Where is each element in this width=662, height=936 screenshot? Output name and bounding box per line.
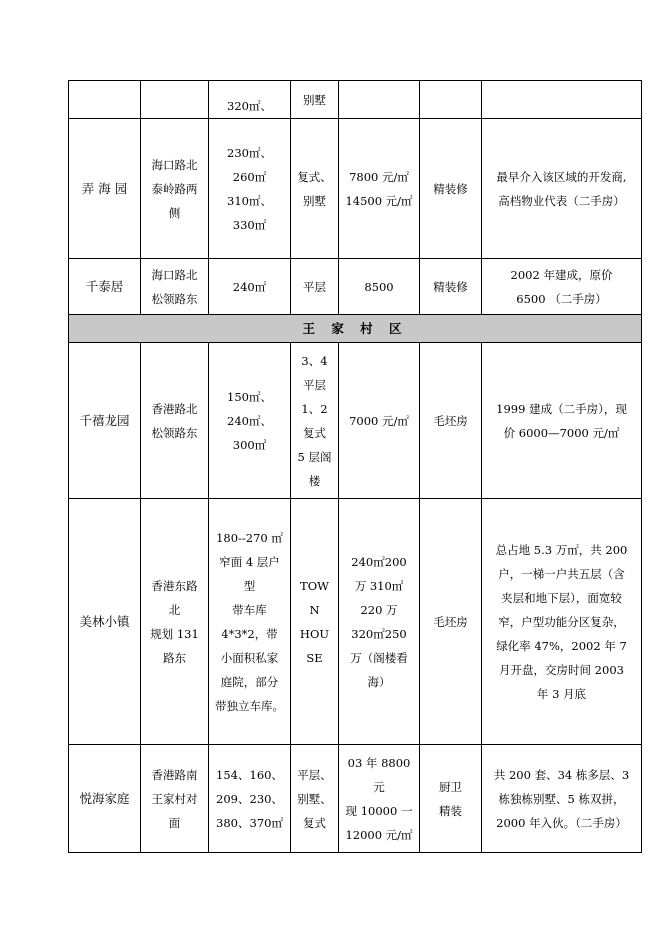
decoration-cell: 毛坯房: [420, 343, 482, 499]
area-cell-line: 窄面 4 层户: [219, 554, 280, 569]
location-cell-line: 海口路北: [151, 267, 198, 282]
type-cell-line: N: [309, 602, 320, 617]
type-cell-line: 平层: [303, 377, 326, 392]
area-cell-line: 320㎡、: [227, 99, 272, 113]
section-title: 王 家 村 区: [69, 315, 642, 343]
area-cell-line: 330㎡: [232, 217, 267, 232]
price-cell: [339, 343, 420, 499]
location-cell-line: 泰岭路两: [151, 181, 198, 196]
type-cell-line: 别墅: [303, 193, 326, 208]
notes-cell-line: 绿化率 47%，2002 年 7: [496, 638, 627, 653]
price-cell-line: 现 10000 一: [345, 803, 413, 818]
location-cell-line: 北: [168, 602, 181, 617]
project-name-cell: 千泰居: [69, 259, 141, 315]
real-estate-table: [68, 80, 642, 853]
table-row: [69, 499, 642, 745]
price-cell-line: 8500: [364, 279, 394, 294]
table-row: [69, 343, 642, 499]
notes-cell-line: 户，一梯一户共五层（含: [498, 566, 625, 581]
location-cell: [141, 745, 209, 853]
type-cell-line: 复式、: [297, 169, 332, 184]
table-row: [69, 745, 642, 853]
type-cell-line: HOU: [299, 626, 330, 641]
location-cell-line: 松领路东: [151, 291, 198, 306]
notes-cell-line: 6500 （二手房）: [516, 291, 607, 306]
project-name-cell: 悦海家庭: [69, 745, 141, 853]
location-cell: [141, 259, 209, 315]
price-cell: [339, 119, 420, 259]
table-body: [69, 81, 642, 853]
notes-cell-line: 2000 年入伙。（二手房）: [496, 815, 627, 830]
notes-cell-line: 高档物业代表（二手房）: [498, 193, 625, 208]
type-cell-line: 复式: [303, 425, 326, 440]
decoration-cell-line: 厨卫: [439, 779, 462, 794]
notes-cell-line: 月开盘，交房时间 2003: [499, 662, 624, 677]
type-cell: [291, 259, 339, 315]
price-cell-line: 14500 元/㎡: [345, 193, 413, 208]
area-cell: [209, 745, 291, 853]
notes-cell-line: 共 200 套、34 栋多层、3: [493, 767, 630, 782]
price-cell: [339, 81, 420, 119]
area-cell-line: 240㎡、: [227, 413, 272, 428]
location-cell: [141, 81, 209, 119]
area-cell-line: 260㎡: [232, 169, 267, 184]
area-cell-line: 型: [243, 578, 256, 593]
area-cell-line: 310㎡、: [227, 193, 272, 208]
decoration-cell-line: 精装: [439, 803, 462, 818]
notes-cell: [482, 745, 642, 853]
area-cell-line: 庭院，部分: [220, 674, 279, 689]
project-name-cell: 美林小镇: [69, 499, 141, 745]
area-cell: [209, 343, 291, 499]
price-cell-line: 03 年 8800: [347, 755, 411, 770]
location-cell-line: 王家村对: [151, 791, 198, 806]
section-row: [69, 315, 642, 343]
price-cell-line: 7000 元/㎡: [349, 413, 409, 428]
notes-cell-line: 总占地 5.3 万㎡，共 200: [495, 542, 628, 557]
price-cell: [339, 745, 420, 853]
type-cell-line: 楼: [308, 473, 321, 488]
area-cell-line: 300㎡: [232, 437, 267, 452]
area-cell: [209, 259, 291, 315]
notes-cell-line: 1999 建成（二手房），现: [496, 401, 627, 416]
location-cell-line: 香港东路: [151, 578, 198, 593]
location-cell-line: 规划 131: [150, 626, 199, 641]
price-cell-line: 海）: [367, 674, 391, 689]
location-cell-line: 路东: [163, 650, 186, 665]
type-cell: [291, 499, 339, 745]
type-cell: [291, 81, 339, 119]
location-cell-line: 面: [168, 815, 181, 830]
price-cell-line: 万（阁楼看: [350, 650, 408, 665]
area-cell: [209, 119, 291, 259]
type-cell-line: 平层: [303, 279, 326, 294]
notes-cell: [482, 119, 642, 259]
notes-cell-line: 2002 年建成，原价: [510, 267, 613, 282]
project-name-cell: [69, 81, 141, 119]
area-cell-line: 240㎡: [232, 279, 267, 294]
location-cell: [141, 343, 209, 499]
area-cell-line: 小面积私家: [220, 650, 279, 665]
notes-cell: [482, 81, 642, 119]
location-cell: [141, 499, 209, 745]
price-cell-line: 万 310㎡: [354, 578, 404, 593]
price-cell-line: 240㎡200: [351, 554, 407, 569]
notes-cell-line: 窄，户型功能分区复杂，: [498, 614, 625, 629]
area-cell-line: 209、230、: [216, 791, 283, 806]
notes-cell-line: 最早介入该区域的开发商,: [496, 169, 627, 184]
project-name-cell: 弄 海 园: [69, 119, 141, 259]
type-cell-line: 3、4: [301, 353, 328, 368]
type-cell-line: SE: [306, 650, 323, 665]
decoration-cell: [420, 745, 482, 853]
type-cell-line: 平层、: [297, 767, 332, 782]
location-cell-line: 香港路南: [151, 767, 198, 782]
area-cell: [209, 499, 291, 745]
notes-cell-line: 夹层和地下层），面宽较: [501, 590, 622, 605]
price-cell-line: 7800 元/㎡: [349, 169, 409, 184]
notes-cell-line: 年 3 月底: [536, 686, 587, 701]
price-cell-line: 元: [373, 779, 385, 794]
location-cell-line: 海口路北: [151, 157, 198, 172]
price-cell: [339, 499, 420, 745]
table-row: [69, 81, 642, 119]
area-cell-line: 150㎡、: [227, 389, 272, 404]
area-cell-line: 230㎡、: [227, 145, 272, 160]
location-cell-line: 松领路东: [151, 425, 198, 440]
project-name-cell: 千禧龙园: [69, 343, 141, 499]
price-cell-line: 220 万: [360, 602, 398, 617]
type-cell: [291, 745, 339, 853]
type-cell-line: 复式: [303, 815, 326, 830]
table-row: [69, 259, 642, 315]
area-cell-line: 180--270 ㎡: [216, 530, 283, 545]
notes-cell: [482, 499, 642, 745]
location-cell-line: 香港路北: [151, 401, 198, 416]
area-cell-line: 154、160、: [216, 767, 283, 782]
type-cell: [291, 119, 339, 259]
type-cell-line: 1、2: [301, 401, 328, 416]
notes-cell-line: 价 6000—7000 元/㎡: [503, 425, 620, 440]
price-cell-line: 12000 元/㎡: [345, 827, 413, 842]
decoration-cell: [420, 81, 482, 119]
notes-cell: [482, 343, 642, 499]
type-cell-line: TOW: [300, 578, 329, 593]
type-cell-line: 别墅、: [297, 791, 332, 806]
decoration-cell: 精装修: [420, 259, 482, 315]
price-cell: [339, 259, 420, 315]
decoration-cell: 毛坯房: [420, 499, 482, 745]
area-cell-line: 4*3*2，带: [221, 626, 278, 641]
notes-cell-line: 栋独栋别墅、5 栋双拼，: [498, 791, 625, 806]
area-cell: [209, 81, 291, 119]
location-cell-line: 侧: [168, 205, 181, 220]
table-row: [69, 119, 642, 259]
area-cell-line: 380、370㎡: [216, 815, 283, 830]
area-cell-line: 带独立车库。: [215, 698, 284, 713]
type-cell-line: 5 层阁: [297, 449, 332, 464]
location-cell: [141, 119, 209, 259]
price-cell-line: 320㎡250: [351, 626, 407, 641]
notes-cell: [482, 259, 642, 315]
decoration-cell: 精装修: [420, 119, 482, 259]
area-cell-line: 带车库: [232, 602, 267, 617]
type-cell: [291, 343, 339, 499]
type-cell-line: 别墅: [303, 92, 326, 107]
